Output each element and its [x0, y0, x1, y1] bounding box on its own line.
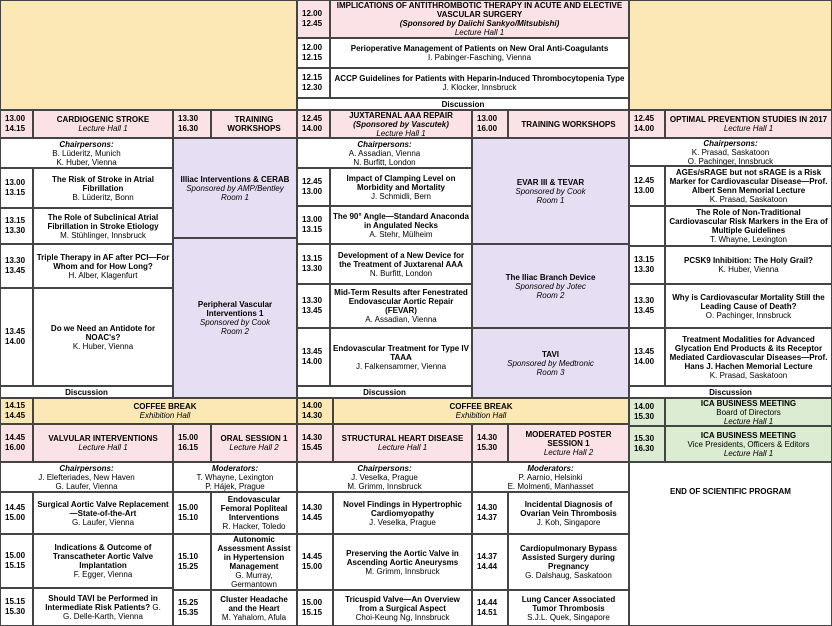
coffee-break: COFFEE BREAK Exhibition Hall: [333, 398, 629, 424]
session-header: JUXTARENAL AAA REPAIR (Sponsored by Vascutek) Lecture Hall 1: [330, 110, 472, 138]
session-header: CARDIOGENIC STROKE Lecture Hall 1: [33, 110, 173, 138]
moderators: Moderators: P. Aarnio, Helsinki E. Molmenti, Manhasset: [472, 462, 629, 492]
end-of-program: END OF SCIENTIFIC PROGRAM: [629, 462, 832, 626]
talk-time: 13.30 13.45: [297, 284, 330, 328]
chairpersons: Chairpersons: J. Elefteriades, New Haven G. Laufer, Vienna: [0, 462, 173, 492]
chairpersons: Chairpersons: J. Veselka, Prague M. Grimm, Innsbruck: [297, 462, 472, 492]
discussion: Discussion: [0, 386, 173, 398]
talk: Endovascular Femoral Popliteal Interventions R. Hacker, Toledo: [211, 492, 297, 534]
talk-time: 14.30 14.37: [472, 492, 508, 534]
talk-time: 14.44 14.51: [472, 590, 508, 626]
talk: Should TAVI be Performed in Intermediate Risk Patients? G. G. Delle-Karth, Vienna: [33, 588, 173, 626]
session-time: 14.15 14.45: [0, 398, 33, 424]
talk: Preserving the Aortic Valve in Ascending Aortic Aneurysms M. Grimm, Innsbruck: [333, 534, 472, 590]
business-meeting: ICA BUSINESS MEETING Board of Directors Lecture Hall 1: [665, 398, 832, 426]
talk-time: 14.37 14.44: [472, 534, 508, 590]
talk: Tricuspid Valve—An Overview from a Surgical Aspect Choi-Keung Ng, Innsbruck: [333, 590, 472, 626]
session-time: 12.45 14.00: [297, 110, 330, 138]
talk: Do we Need an Antidote for NOAC's? K. Huber, Vienna: [33, 288, 173, 386]
session-time: 15.30 16.30: [629, 426, 665, 462]
workshop: TAVI Sponsored by Medtronic Room 3: [472, 328, 629, 398]
talk: ACCP Guidelines for Patients with Heparin-Induced Thrombocytopenia Type J. Klocker, Innsbruck: [330, 68, 629, 98]
talk: Cardiopulmonary Bypass Assisted Surgery during Pregnancy G. Dalshaug, Saskatoon: [508, 534, 629, 590]
session-time: 13.00 14.15: [0, 110, 33, 138]
session-header: VALVULAR INTERVENTIONS Lecture Hall 1: [33, 424, 173, 462]
talk: The Role of Non-Traditional Cardiovascular Risk Markers in the Era of Multiple Guidelines T. Whayne, Lexington: [665, 206, 832, 246]
coffee-break: COFFEE BREAK Exhibition Hall: [33, 398, 297, 424]
talk-time: 15.15 15.30: [0, 588, 33, 626]
session-time: 14.30 15.30: [472, 424, 508, 462]
talk: Surgical Aortic Valve Replacement—State-of-the-Art G. Laufer, Vienna: [33, 492, 173, 534]
talk-time: 14.45 15.00: [297, 534, 333, 590]
talk-time: 13.00 13.15: [0, 168, 33, 208]
session-header: ORAL SESSION 1 Lecture Hall 2: [211, 424, 297, 462]
talk: Triple Therapy in AF after PCI—For Whom and for How Long? H. Alber, Klagenfurt: [33, 244, 173, 288]
session-time: 13.00 16.00: [472, 110, 508, 138]
session-header: STRUCTURAL HEART DISEASE Lecture Hall 1: [333, 424, 472, 462]
workshop: Peripheral Vascular Interventions 1 Sponsored by Cook Room 2: [173, 238, 297, 398]
workshops-header: TRAINING WORKSHOPS: [508, 110, 629, 138]
talk-time: 13.45 14.00: [297, 328, 330, 386]
workshops-header: TRAINING WORKSHOPS: [211, 110, 297, 138]
talk-time: 15.00 15.15: [297, 590, 333, 626]
talk-time: 13.15 13.30: [297, 244, 330, 284]
talk-time: 13.00 13.15: [297, 206, 330, 244]
session-time: 14.00 14.30: [297, 398, 333, 424]
talk-time: 15.25 15.35: [173, 590, 211, 626]
talk-time: 13.15 13.30: [629, 246, 665, 284]
session-time: 15.00 16.15: [173, 424, 211, 462]
session-room: Lecture Hall 1: [454, 28, 505, 37]
chairpersons: Chairpersons: A. Assadian, Vienna N. Burfitt, London: [297, 138, 472, 168]
session-time: 14.45 16.00: [0, 424, 33, 462]
talk: Endovascular Treatment for Type IV TAAA J. Falkensammer, Vienna: [330, 328, 472, 386]
chairpersons: Chairpersons: B. Lüderitz, Munich K. Huber, Vienna: [0, 138, 173, 168]
talk-time: 14.30 14.45: [297, 492, 333, 534]
talk: Treatment Modalities for Advanced Glycation End Products & its Receptor Mediated Cardiovascular Diseases—Prof. Hans J. Hachen Memorial Lecture K. Prasad, Saskatoon: [665, 328, 832, 386]
talk-time: 12.15 12.30: [297, 68, 330, 98]
talk-time: 15.00 15.10: [173, 492, 211, 534]
talk-time: 15.00 15.15: [0, 534, 33, 588]
talk-time: 13.30 13.45: [629, 284, 665, 328]
session-time: 14.30 15.45: [297, 424, 333, 462]
session-time: 13.30 16.30: [173, 110, 211, 138]
talk-time: 13.45 14.00: [629, 328, 665, 386]
talk-time: 12.45 13.00: [297, 168, 330, 206]
talk: Novel Findings in Hypertrophic Cardiomyopathy J. Veselka, Prague: [333, 492, 472, 534]
talk-time: 14.45 15.00: [0, 492, 33, 534]
moderators: Moderators: T. Whayne, Lexington P. Hájek, Prague: [173, 462, 297, 492]
talk: The 90° Angle—Standard Anaconda in Angulated Necks A. Stehr, Mülheim: [330, 206, 472, 244]
talk: The Role of Subclinical Atrial Fibrillation in Stroke Etiology M. Stühlinger, Innsbruck: [33, 208, 173, 244]
discussion: Discussion: [297, 386, 472, 398]
talk: The Risk of Stroke in Atrial Fibrillation B. Lüderitz, Bonn: [33, 168, 173, 208]
talk-time: 13.15 13.30: [0, 208, 33, 244]
session-header: OPTIMAL PREVENTION STUDIES IN 2017 Lecture Hall 1: [665, 110, 832, 138]
workshop: EVAR III & TEVAR Sponsored by Cook Room 1: [472, 138, 629, 244]
talk: Perioperative Management of Patients on New Oral Anti-Coagulants I. Pabinger-Fasching, Vienna: [330, 38, 629, 68]
discussion: Discussion: [629, 386, 832, 398]
talk-time: 12.45 13.00: [629, 166, 665, 206]
top-left-blank: [0, 0, 297, 110]
talk: Autonomic Assessment Assist in Hypertension Management G. Murray, Germantown: [211, 534, 297, 590]
session-title: IMPLICATIONS OF ANTITHROMBOTIC THERAPY IN ACUTE AND ELECTIVE VASCULAR SURGERY: [336, 1, 623, 19]
business-meeting: ICA BUSINESS MEETING Vice Presidents, Officers & Editors Lecture Hall 1: [665, 426, 832, 462]
session-sponsor: (Sponsored by Daiichi Sankyo/Mitsubishi): [399, 19, 560, 28]
talk: AGEs/sRAGE but not sRAGE is a Risk Marker for Cardiovascular Disease—Prof. Albert Senn Memorial Lecture K. Prasad, Saskatoon: [665, 166, 832, 206]
talk: Indications & Outcome of Transcatheter Aortic Valve Implantation F. Egger, Vienna: [33, 534, 173, 588]
talk: Development of a New Device for the Treatment of Juxtarenal AAA N. Burfitt, London: [330, 244, 472, 284]
talk-time: 15.10 15.25: [173, 534, 211, 590]
talk: Cluster Headache and the Heart M. Yahalom, Afula: [211, 590, 297, 626]
talk: Incidental Diagnosis of Ovarian Vein Thrombosis J. Koh, Singapore: [508, 492, 629, 534]
discussion: Discussion: [297, 98, 629, 110]
talk: PCSK9 Inhibition: The Holy Grail? K. Huber, Vienna: [665, 246, 832, 284]
chairpersons: Chairpersons: K. Prasad, Saskatoon O. Pachinger, Innsbruck: [629, 138, 832, 166]
session-header: MODERATED POSTER SESSION 1 Lecture Hall 2: [508, 424, 629, 462]
talk: Why is Cardiovascular Mortality Still the Leading Cause of Death? O. Pachinger, Innsbruck: [665, 284, 832, 328]
session-time: 12.00 12.45: [297, 0, 330, 38]
talk-time: [629, 206, 665, 246]
session-time: 12.45 14.00: [629, 110, 665, 138]
session-header: [330, 0, 629, 38]
workshop: Illiac Interventions & CERAB Sponsored by AMP/Bentley Room 1: [173, 138, 297, 238]
workshop: The Iliac Branch Device Sponsored by Jotec Room 2: [472, 244, 629, 328]
talk: Impact of Clamping Level on Morbidity and Mortality J. Schmidli, Bern: [330, 168, 472, 206]
talk-time: 13.30 13.45: [0, 244, 33, 288]
talk-time: 12.00 12.15: [297, 38, 330, 68]
talk-time: 13.45 14.00: [0, 288, 33, 386]
talk: Lung Cancer Associated Tumor Thrombosis S.J.L. Quek, Singapore: [508, 590, 629, 626]
talk: Mid-Term Results after Fenestrated Endovascular Aortic Repair (FEVAR) A. Assadian, Vienna: [330, 284, 472, 328]
session-time: 14.00 15.30: [629, 398, 665, 426]
top-right-blank: [629, 0, 832, 110]
